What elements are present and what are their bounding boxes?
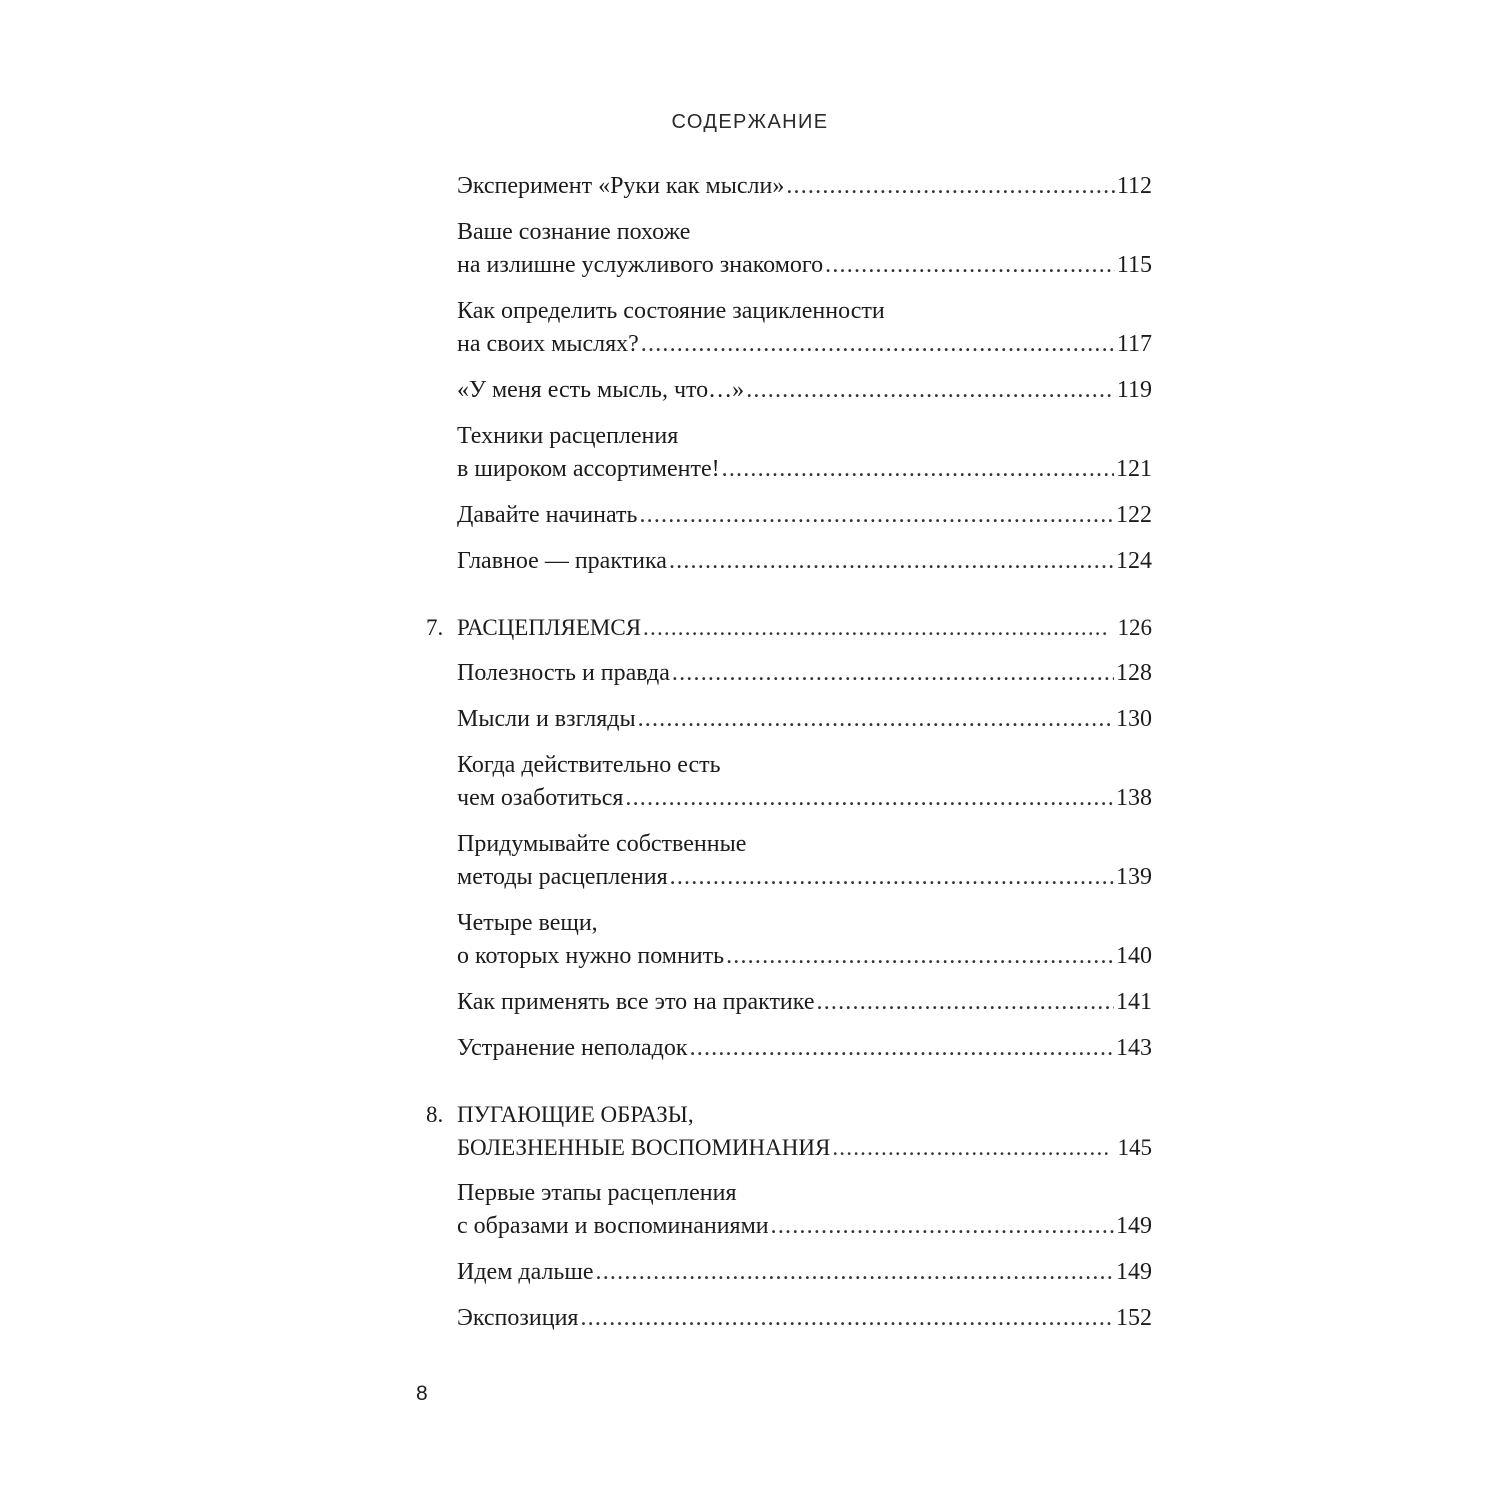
dot-leader	[771, 1210, 1114, 1243]
toc-entry-title-line: Идем дальше	[457, 1259, 594, 1285]
toc-entry[interactable]	[457, 1177, 1152, 1243]
chapter-number: 7.	[426, 615, 444, 640]
toc-entry[interactable]	[457, 545, 1152, 578]
toc-page-number: 128	[1116, 660, 1152, 686]
toc-page-number: 149	[1116, 1213, 1152, 1239]
toc-entry[interactable]	[457, 216, 1152, 282]
dot-leader	[638, 703, 1114, 736]
dot-leader	[690, 1032, 1114, 1065]
toc-entry-title-line: Полезность и правда	[457, 660, 670, 686]
toc-entry-title-line: Мысли и взгляды	[457, 706, 636, 732]
toc-page-number: 149	[1116, 1259, 1152, 1285]
toc-entry[interactable]	[457, 420, 1152, 486]
toc-page-number: 141	[1116, 989, 1152, 1015]
toc-page-number: 152	[1116, 1305, 1152, 1331]
toc-entry-title-line: Экспозиция	[457, 1305, 579, 1331]
dot-leader	[746, 374, 1115, 407]
dot-leader	[596, 1256, 1114, 1289]
chapter-number: 8.	[426, 1102, 444, 1127]
toc-entry[interactable]	[457, 170, 1152, 203]
toc-entry-title-line: Главное — практика	[457, 548, 667, 574]
dot-leader	[722, 453, 1114, 486]
toc-entry[interactable]	[457, 986, 1152, 1019]
toc-entry-title-line: ПУГАЮЩИЕ ОБРАЗЫ,	[457, 1102, 694, 1127]
toc-page-number: 138	[1116, 785, 1152, 811]
toc-page-number: 124	[1116, 548, 1152, 574]
toc-entry-title-line: методы расцепления	[457, 864, 668, 890]
toc-page-number: 121	[1116, 456, 1152, 482]
toc-entry-title-line: Устранение неполадок	[457, 1035, 688, 1061]
toc-entry-title-line: Давайте начинать	[457, 502, 638, 528]
dot-leader	[669, 545, 1114, 578]
toc-entry-title-line: Первые этапы расцепления	[457, 1180, 737, 1206]
toc-entry-title-line: РАСЦЕПЛЯЕМСЯ	[457, 615, 642, 640]
toc-entry-title-line: на своих мыслях?	[457, 331, 639, 357]
toc-page-number: 119	[1116, 377, 1152, 403]
dot-leader	[832, 1131, 1109, 1164]
toc-entry[interactable]	[457, 1032, 1152, 1065]
dot-leader	[580, 1302, 1114, 1335]
dot-leader	[786, 170, 1115, 203]
toc-page-number: 126	[1117, 615, 1152, 640]
toc-entry-title-line: Эксперимент «Руки как мысли»	[457, 173, 785, 199]
dot-leader	[643, 611, 1109, 644]
dot-leader	[625, 782, 1114, 815]
toc-chapter[interactable]	[426, 611, 1152, 644]
toc-entry-title-line: Когда действительно есть	[457, 752, 721, 778]
toc-entry[interactable]	[457, 828, 1152, 894]
toc-entry-title-line: Придумывайте собственные	[457, 831, 747, 857]
toc-page-number: 143	[1116, 1035, 1152, 1061]
dot-leader	[672, 657, 1114, 690]
toc-page-number: 117	[1116, 331, 1152, 357]
toc-entry-title-line: на излишне услужливого знакомого	[457, 252, 824, 278]
toc-entry[interactable]	[457, 374, 1152, 407]
toc-chapter[interactable]	[426, 1098, 1152, 1164]
toc-entry-title-line: Как применять все это на практике	[457, 989, 815, 1015]
toc-entry-title-line: с образами и воспоминаниями	[457, 1213, 769, 1239]
toc-entry-title-line: Четыре вещи,	[457, 910, 598, 936]
dot-leader	[726, 940, 1114, 973]
toc-entry[interactable]	[457, 1256, 1152, 1289]
toc-entry[interactable]	[457, 295, 1152, 361]
toc-page-number: 139	[1116, 864, 1152, 890]
toc-entry[interactable]	[457, 749, 1152, 815]
toc-entry-title-line: о которых нужно помнить	[457, 943, 725, 969]
running-head: СОДЕРЖАНИЕ	[671, 111, 829, 133]
toc-entry-title-line: в широком ассортименте!	[457, 456, 720, 482]
dot-leader	[825, 249, 1115, 282]
toc-entry[interactable]	[457, 499, 1152, 532]
toc-page-number: 115	[1116, 252, 1152, 278]
toc-entry-title-line: БОЛЕЗНЕННЫЕ ВОСПОМИНАНИЯ	[457, 1135, 831, 1160]
toc-page-number: 145	[1117, 1135, 1152, 1160]
toc-entry-title-line: Как определить состояние зацикленности	[457, 298, 885, 324]
dot-leader	[670, 861, 1114, 894]
toc-page-number: 122	[1116, 502, 1152, 528]
toc-entry-title-line: Техники расцепления	[457, 423, 679, 449]
toc-entry-title-line: Ваше сознание похоже	[457, 219, 691, 245]
dot-leader	[817, 986, 1115, 1019]
toc-page-number: 112	[1116, 173, 1152, 199]
toc-entry[interactable]	[457, 907, 1152, 973]
toc-entry-title-line: «У меня есть мысль, что…»	[457, 377, 745, 403]
toc-entry-title-line: чем озаботиться	[457, 785, 624, 811]
page-number: 8	[416, 1382, 428, 1405]
toc-entry[interactable]	[457, 1302, 1152, 1335]
dot-leader	[641, 328, 1115, 361]
toc-page-number: 140	[1116, 943, 1152, 969]
table-of-contents	[426, 170, 1152, 1348]
toc-entry[interactable]	[457, 657, 1152, 690]
toc-page-number: 130	[1116, 706, 1152, 732]
dot-leader	[639, 499, 1114, 532]
toc-entry[interactable]	[457, 703, 1152, 736]
